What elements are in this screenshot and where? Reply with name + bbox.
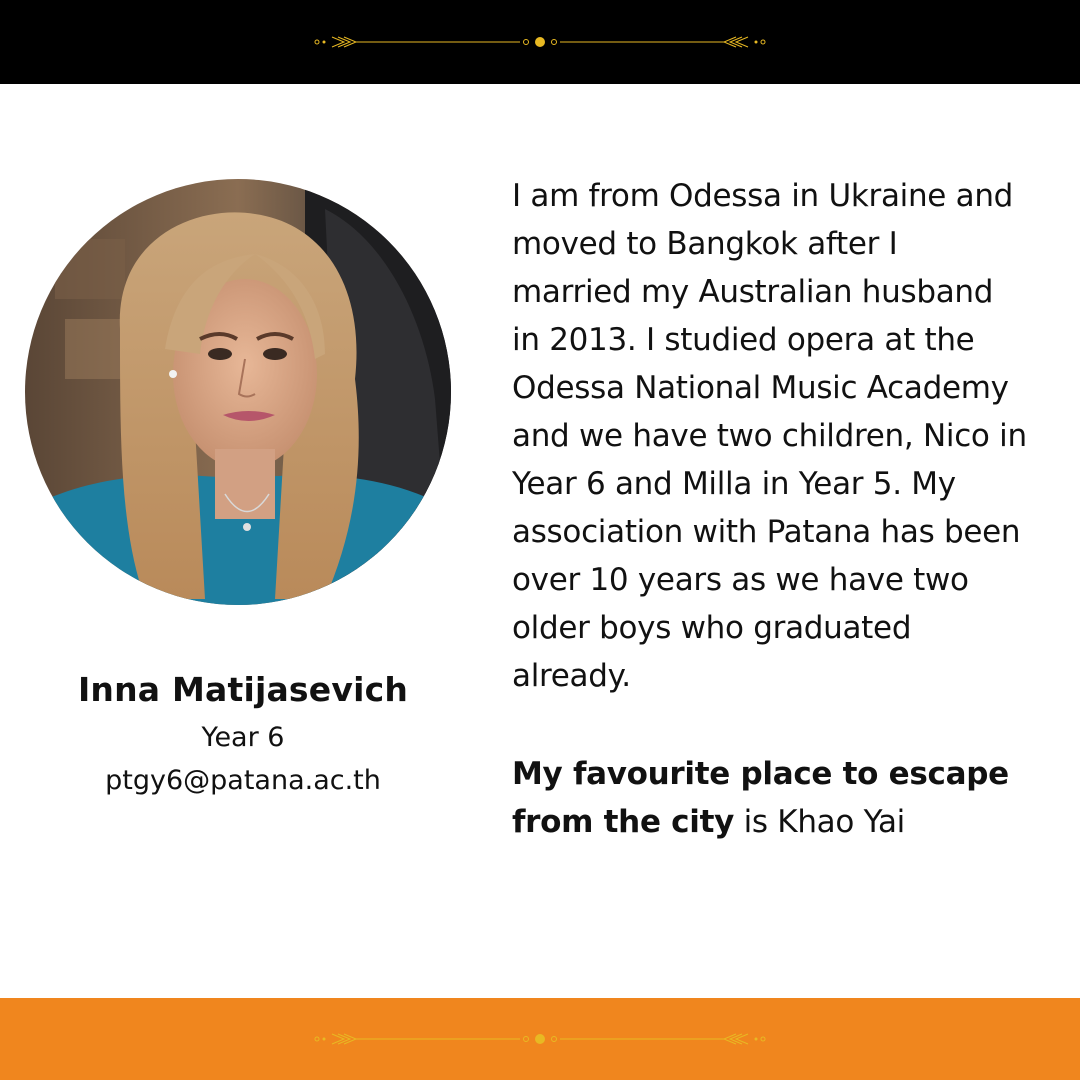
bio-text — [512, 172, 1060, 700]
bottom-ornament-divider — [310, 1029, 770, 1049]
favourite-place — [512, 750, 1060, 846]
profile-photo — [25, 179, 451, 605]
bio-line: Odessa National Music Academy — [512, 370, 1009, 406]
bio-line: in 2013. I studied opera at the — [512, 322, 975, 358]
top-ornament-divider — [310, 32, 770, 52]
favourite-label-part2: from the city — [512, 804, 735, 840]
bio-line: Year 6 and Milla in Year 5. My — [512, 466, 956, 502]
favourite-line-2 — [512, 798, 1060, 846]
bio-line: already. — [512, 658, 631, 694]
favourite-line-1 — [512, 750, 1060, 798]
bio-line: moved to Bangkok after I — [512, 226, 898, 262]
portrait-image — [25, 179, 451, 605]
bio-line: I am from Odessa in Ukraine and — [512, 178, 1014, 214]
favourite-value: is Khao Yai — [734, 804, 905, 840]
person-name: Inna Matijasevich — [77, 670, 409, 709]
bio-line: older boys who graduated — [512, 610, 912, 646]
bottom-band — [0, 998, 1080, 1080]
person-info — [20, 664, 466, 802]
bio-line: association with Patana has been — [512, 514, 1021, 550]
bio-line: and we have two children, Nico in — [512, 418, 1027, 454]
person-email[interactable]: ptgy6@patana.ac.th — [105, 765, 381, 796]
top-band — [0, 0, 1080, 84]
favourite-label-part1: My favourite place to escape — [512, 756, 1009, 792]
bio-line: over 10 years as we have two — [512, 562, 969, 598]
bio-line: married my Australian husband — [512, 274, 994, 310]
person-year: Year 6 — [201, 722, 285, 753]
